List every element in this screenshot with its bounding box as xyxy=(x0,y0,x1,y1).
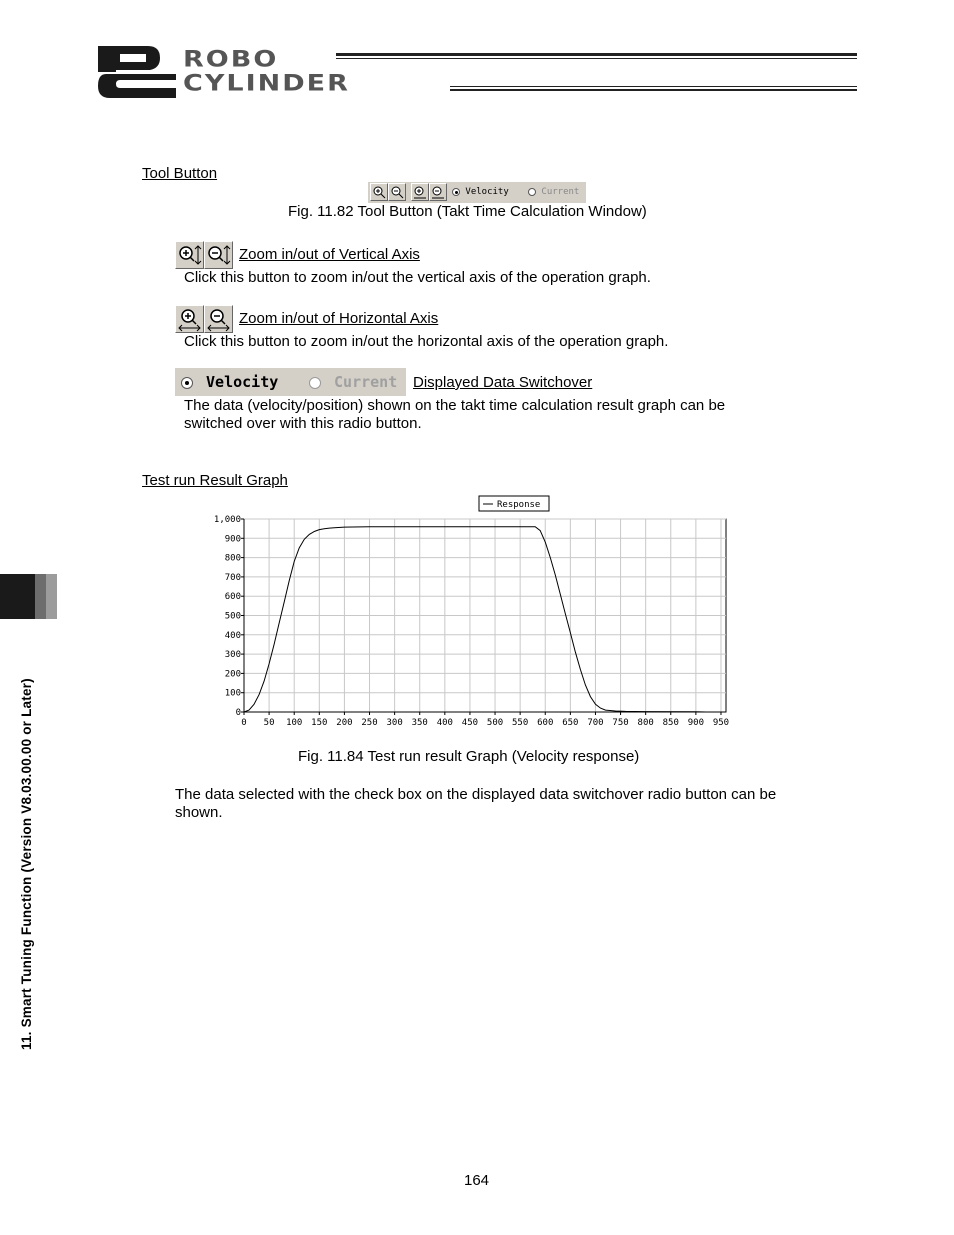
y-tick-label: 400 xyxy=(224,630,241,641)
zoom-out-horizontal-button[interactable] xyxy=(204,305,233,333)
zoom-vertical-description: Click this button to zoom in/out the vertical axis of the operation graph. xyxy=(184,269,651,286)
x-tick-label: 450 xyxy=(461,718,479,728)
zoom-in-horizontal-button[interactable] xyxy=(175,305,204,333)
test-run-caption: Fig. 11.84 Test run result Graph (Velocity response) xyxy=(298,748,640,765)
velocity-radio[interactable] xyxy=(181,373,278,391)
test-run-body-1: The data selected with the check box on the displayed data switchover radio button can be xyxy=(175,786,777,803)
zoom-in-horizontal-small-button[interactable] xyxy=(411,183,429,201)
zoom-vertical-buttons xyxy=(175,241,233,269)
current-radio-label: Current xyxy=(541,187,580,197)
data-switchover-title: Displayed Data Switchover xyxy=(413,374,593,391)
x-tick-label: 100 xyxy=(286,718,303,728)
data-switchover-description-1: The data (velocity/position) shown on the takt time calculation result graph can be xyxy=(184,397,726,414)
data-switchover-radio-group xyxy=(175,368,406,396)
x-tick-label: 50 xyxy=(263,718,275,728)
x-tick-label: 0 xyxy=(241,718,247,728)
current-radio-small[interactable] xyxy=(528,185,579,199)
test-run-body-2: shown. xyxy=(175,804,223,821)
zoom-vertical-title: Zoom in/out of Vertical Axis xyxy=(239,246,420,263)
logo-line1: ROBO xyxy=(183,46,279,73)
x-tick-label: 650 xyxy=(562,718,579,728)
chart-svg xyxy=(205,492,735,732)
zoom-out-horizontal-icon xyxy=(430,184,446,200)
data-switchover-description-2: switched over with this radio button. xyxy=(184,415,422,432)
y-tick-label: 300 xyxy=(224,650,241,661)
x-tick-label: 750 xyxy=(612,718,629,728)
velocity-radio-label: Velocity xyxy=(206,373,279,391)
x-tick-label: 350 xyxy=(411,718,428,728)
page-number: 164 xyxy=(464,1172,490,1189)
x-tick-label: 550 xyxy=(512,718,529,728)
radio-checked-icon xyxy=(452,188,460,196)
zoom-in-vertical-button[interactable] xyxy=(175,241,204,269)
chapter-tab-light xyxy=(46,574,57,619)
zoom-out-horizontal-small-button[interactable] xyxy=(429,183,447,201)
logo-line2: CYLINDER xyxy=(183,70,350,97)
x-tick-label: 850 xyxy=(662,718,679,728)
header-rule-bottom-thick xyxy=(450,89,857,91)
chapter-tab-grey xyxy=(35,574,46,619)
header-rule-bottom-thin xyxy=(450,86,857,87)
chapter-tab-dark xyxy=(0,574,35,619)
x-tick-label: 600 xyxy=(537,718,554,728)
zoom-in-vertical-icon xyxy=(176,242,203,268)
y-tick-label: 1,000 xyxy=(213,515,241,525)
x-tick-label: 500 xyxy=(486,718,504,728)
zoom-in-vertical-small-button[interactable] xyxy=(370,183,388,201)
x-tick-label: 800 xyxy=(637,718,654,728)
y-tick-label: 0 xyxy=(235,708,241,718)
zoom-out-vertical-small-button[interactable] xyxy=(388,183,406,201)
zoom-horizontal-buttons xyxy=(175,305,233,333)
current-radio[interactable] xyxy=(309,373,397,391)
zoom-in-horizontal-icon xyxy=(412,184,428,200)
header-rule-top-thick xyxy=(336,53,857,56)
zoom-in-horizontal-icon xyxy=(176,306,203,332)
y-tick-label: 500 xyxy=(224,611,241,622)
zoom-out-horizontal-icon xyxy=(205,306,232,332)
x-tick-label: 400 xyxy=(436,718,453,728)
x-tick-label: 950 xyxy=(712,718,730,728)
y-tick-label: 900 xyxy=(224,534,241,545)
radio-checked-icon xyxy=(181,377,193,389)
logo xyxy=(96,44,180,100)
x-tick-label: 900 xyxy=(687,718,705,728)
zoom-out-vertical-icon xyxy=(389,184,405,200)
test-run-heading: Test run Result Graph xyxy=(142,472,288,489)
y-tick-label: 700 xyxy=(224,572,241,583)
x-tick-label: 200 xyxy=(336,718,353,728)
y-tick-label: 200 xyxy=(224,669,241,680)
tool-button-heading: Tool Button xyxy=(142,165,218,182)
rc-logo-icon xyxy=(96,44,180,100)
current-radio-label: Current xyxy=(334,373,398,391)
y-tick-label: 800 xyxy=(224,553,241,564)
legend-label: Response xyxy=(497,500,541,510)
x-tick-label: 150 xyxy=(311,718,328,728)
chapter-label: 11. Smart Tuning Function (Version V8.03.00.00 or Later) xyxy=(19,678,34,1050)
y-tick-label: 100 xyxy=(224,688,241,699)
zoom-horizontal-description: Click this button to zoom in/out the horizontal axis of the operation graph. xyxy=(184,333,669,350)
zoom-out-vertical-button[interactable] xyxy=(204,241,233,269)
toolbar-figure xyxy=(368,182,586,203)
zoom-horizontal-title: Zoom in/out of Horizontal Axis xyxy=(239,310,439,327)
velocity-radio-small[interactable] xyxy=(452,185,509,199)
x-tick-label: 250 xyxy=(361,718,378,728)
radio-unchecked-icon xyxy=(309,377,321,389)
y-tick-label: 600 xyxy=(224,592,241,603)
radio-unchecked-icon xyxy=(528,188,536,196)
zoom-out-vertical-icon xyxy=(205,242,232,268)
header-rule-top-thin xyxy=(336,58,857,59)
velocity-response-chart xyxy=(205,492,735,732)
x-tick-label: 300 xyxy=(386,718,403,728)
velocity-radio-label: Velocity xyxy=(465,187,509,197)
zoom-in-vertical-icon xyxy=(371,184,387,200)
x-tick-label: 700 xyxy=(587,718,604,728)
tool-button-caption: Fig. 11.82 Tool Button (Takt Time Calculation Window) xyxy=(288,203,647,220)
